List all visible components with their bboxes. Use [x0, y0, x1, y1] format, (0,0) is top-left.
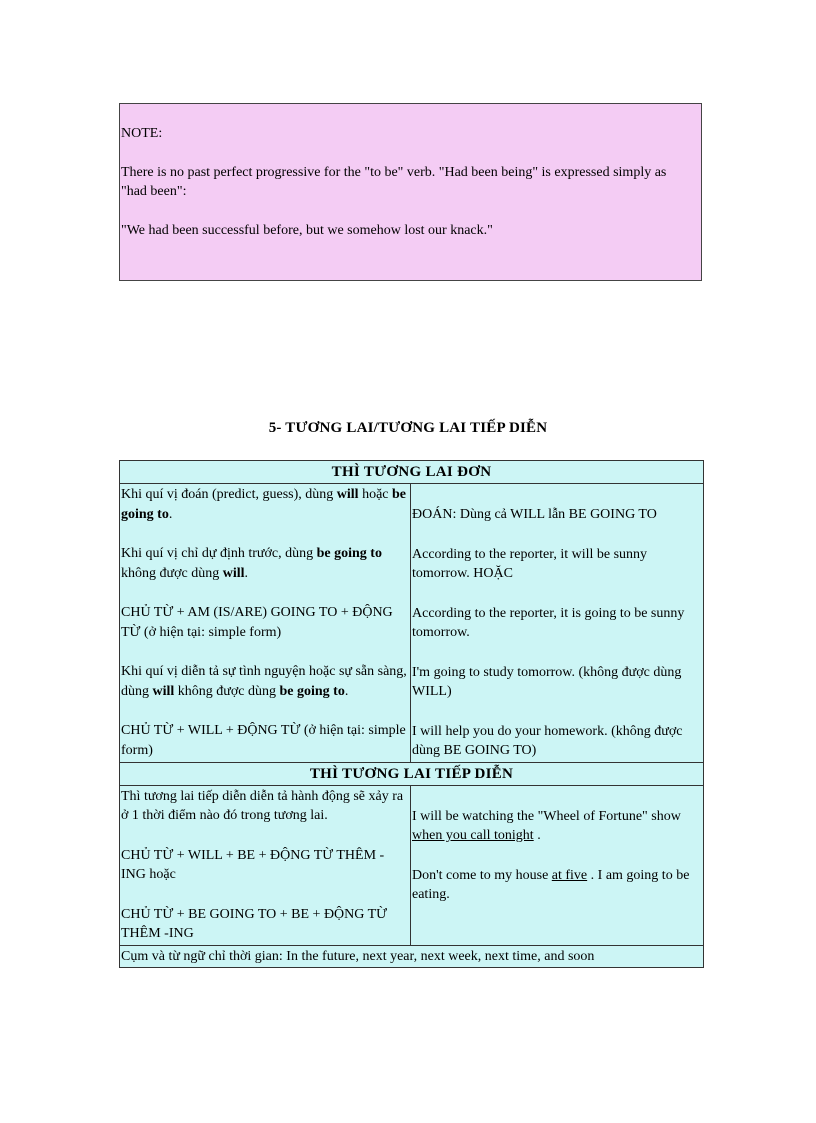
- grammar-table: [119, 460, 704, 968]
- rule-willingness: [121, 662, 409, 701]
- simple-future-row: [120, 484, 704, 763]
- example-predict: ĐOÁN: Dùng cả WILL lẫn BE GOING TO: [412, 507, 657, 522]
- underlined-phrase: at five: [551, 867, 588, 883]
- text: .: [344, 683, 349, 699]
- keyword: will: [336, 487, 359, 502]
- underlined-phrase: when you call tonight: [412, 828, 534, 843]
- simple-future-heading: THÌ TƯƠNG LAI ĐƠN: [120, 461, 704, 484]
- example-will-sunny: According to the reporter, it will be sunny tomorrow. HOẶC: [412, 546, 648, 581]
- example-study: I'm going to study tomorrow. (không được dùng WILL): [412, 664, 682, 699]
- future-progressive-heading: THÌ TƯƠNG LAI TIẾP DIỄN: [120, 762, 704, 785]
- keyword: will: [222, 565, 245, 581]
- formula-will-be-ing: CHỦ TỪ + WILL + BE + ĐỘNG TỪ THÊM -ING hoặc: [121, 847, 385, 882]
- simple-future-rules: [120, 484, 411, 763]
- text: Khi quí vị diễn tả sự tình nguyện hoặc sự sẵn sàng, dùng: [121, 664, 407, 699]
- note-line-1: There is no past perfect progressive for the "to be" verb. "Had been being" is expressed simply as "had been":: [121, 165, 667, 199]
- example-homework: I will help you do your homework. (không được dùng BE GOING TO): [412, 723, 683, 758]
- future-progressive-rules: [120, 785, 411, 945]
- formula-going-to: CHỦ TỪ + AM (IS/ARE) GOING TO + ĐỘNG TỪ (ở hiện tại: simple form): [121, 605, 393, 640]
- text: .: [244, 565, 248, 581]
- text: . I am going to be eating.: [412, 867, 690, 902]
- text: không được dùng: [121, 565, 223, 581]
- example-going-sunny: According to the reporter, it is going to be sunny tomorrow.: [412, 605, 685, 640]
- note-box: [119, 103, 702, 281]
- text: I will be watching the "Wheel of Fortune" show: [412, 808, 681, 824]
- text: .: [533, 828, 541, 843]
- keyword: be going to: [316, 546, 382, 561]
- text: hoặc: [358, 487, 393, 502]
- simple-future-examples: [411, 484, 704, 763]
- future-progressive-examples: [411, 785, 704, 945]
- formula-going-be-ing: CHỦ TỪ + BE GOING TO + BE + ĐỘNG TỪ THÊM -ING: [121, 906, 388, 941]
- note-line-2: "We had been successful before, but we somehow lost our knack.": [121, 223, 493, 238]
- text: .: [168, 506, 173, 522]
- text: Don't come to my house: [412, 867, 552, 883]
- note-heading: NOTE:: [121, 126, 163, 141]
- keyword: be going to: [279, 683, 345, 699]
- formula-will: CHỦ TỪ + WILL + ĐỘNG TỪ (ở hiện tại: simple form): [121, 723, 406, 758]
- example-watching: [412, 807, 702, 846]
- time-expressions: Cụm và từ ngữ chỉ thời gian: In the future, next year, next week, next time, and soon: [120, 945, 704, 968]
- keyword: will: [152, 683, 175, 699]
- text: không được dùng: [174, 683, 280, 699]
- future-progressive-row: [120, 785, 704, 945]
- section-title: 5- TƯƠNG LAI/TƯƠNG LAI TIẾP DIỄN: [268, 420, 548, 436]
- text: Khi quí vị chỉ dự định trước, dùng: [121, 546, 317, 561]
- rule-progressive: Thì tương lai tiếp diễn diễn tả hành động sẽ xảy ra ở 1 thời điểm nào đó trong tương lai.: [121, 788, 404, 823]
- rule-predict: [121, 485, 409, 524]
- rule-plan: [121, 544, 409, 583]
- text: Khi quí vị đoán (predict, guess), dùng: [121, 487, 337, 502]
- keyword: be going to: [121, 487, 407, 522]
- example-eating: [412, 866, 702, 905]
